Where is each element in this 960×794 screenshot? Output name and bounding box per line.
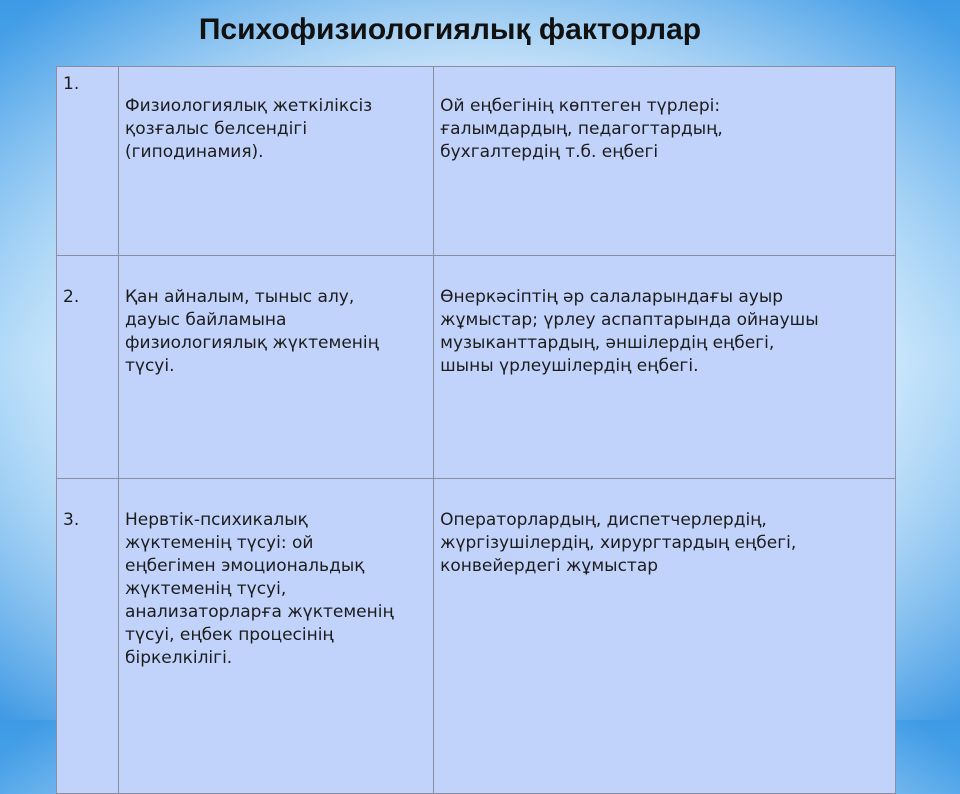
jobs-cell xyxy=(434,256,896,479)
table-row xyxy=(57,256,896,479)
factor-cell xyxy=(118,479,433,794)
row-number: 3. xyxy=(63,510,80,530)
jobs-text: Өнеркәсіптің әр салаларындағы ауыр жұмыстар; үрлеу аспаптарында ойнаушы музыканттардың, әншілердің еңбегі, шыны үрлеушілердің еңбегі. xyxy=(440,287,819,376)
row-number-cell xyxy=(57,67,119,256)
factor-cell xyxy=(118,256,433,479)
jobs-text: Операторлардың, диспетчерлердің, жүргізушілердің, хирургтардың еңбегі, конвейердегі жұмыстар xyxy=(440,510,797,576)
row-number-cell xyxy=(57,479,119,794)
factor-text: Қан айналым, тыныс алу, дауыс байламына физиологиялық жүктеменің түсуі. xyxy=(124,287,379,376)
factor-text: Физиологиялық жеткіліксіз қозғалыс белсендігі (гиподинамия). xyxy=(124,96,373,162)
row-number: 2. xyxy=(63,287,80,307)
row-number-cell xyxy=(57,256,119,479)
slide-title: Психофизиологиялық факторлар xyxy=(198,13,702,46)
table-row xyxy=(57,479,896,794)
table-row xyxy=(57,67,896,256)
row-number: 1. xyxy=(63,74,80,94)
jobs-text: Ой еңбегінің көптеген түрлері: ғалымдардың, педагогтардың, бухгалтердің т.б. еңбегі xyxy=(440,96,723,162)
jobs-cell xyxy=(434,67,896,256)
factors-table xyxy=(56,66,896,794)
factor-text: Нервтік-психикалық жүктеменің түсуі: ой еңбегімен эмоциональдық жүктеменің түсуі, анализаторларға жүктеменің түсуі, еңбек процесінің біркелкілігі. xyxy=(124,510,394,668)
factor-cell xyxy=(118,67,433,256)
jobs-cell xyxy=(434,479,896,794)
